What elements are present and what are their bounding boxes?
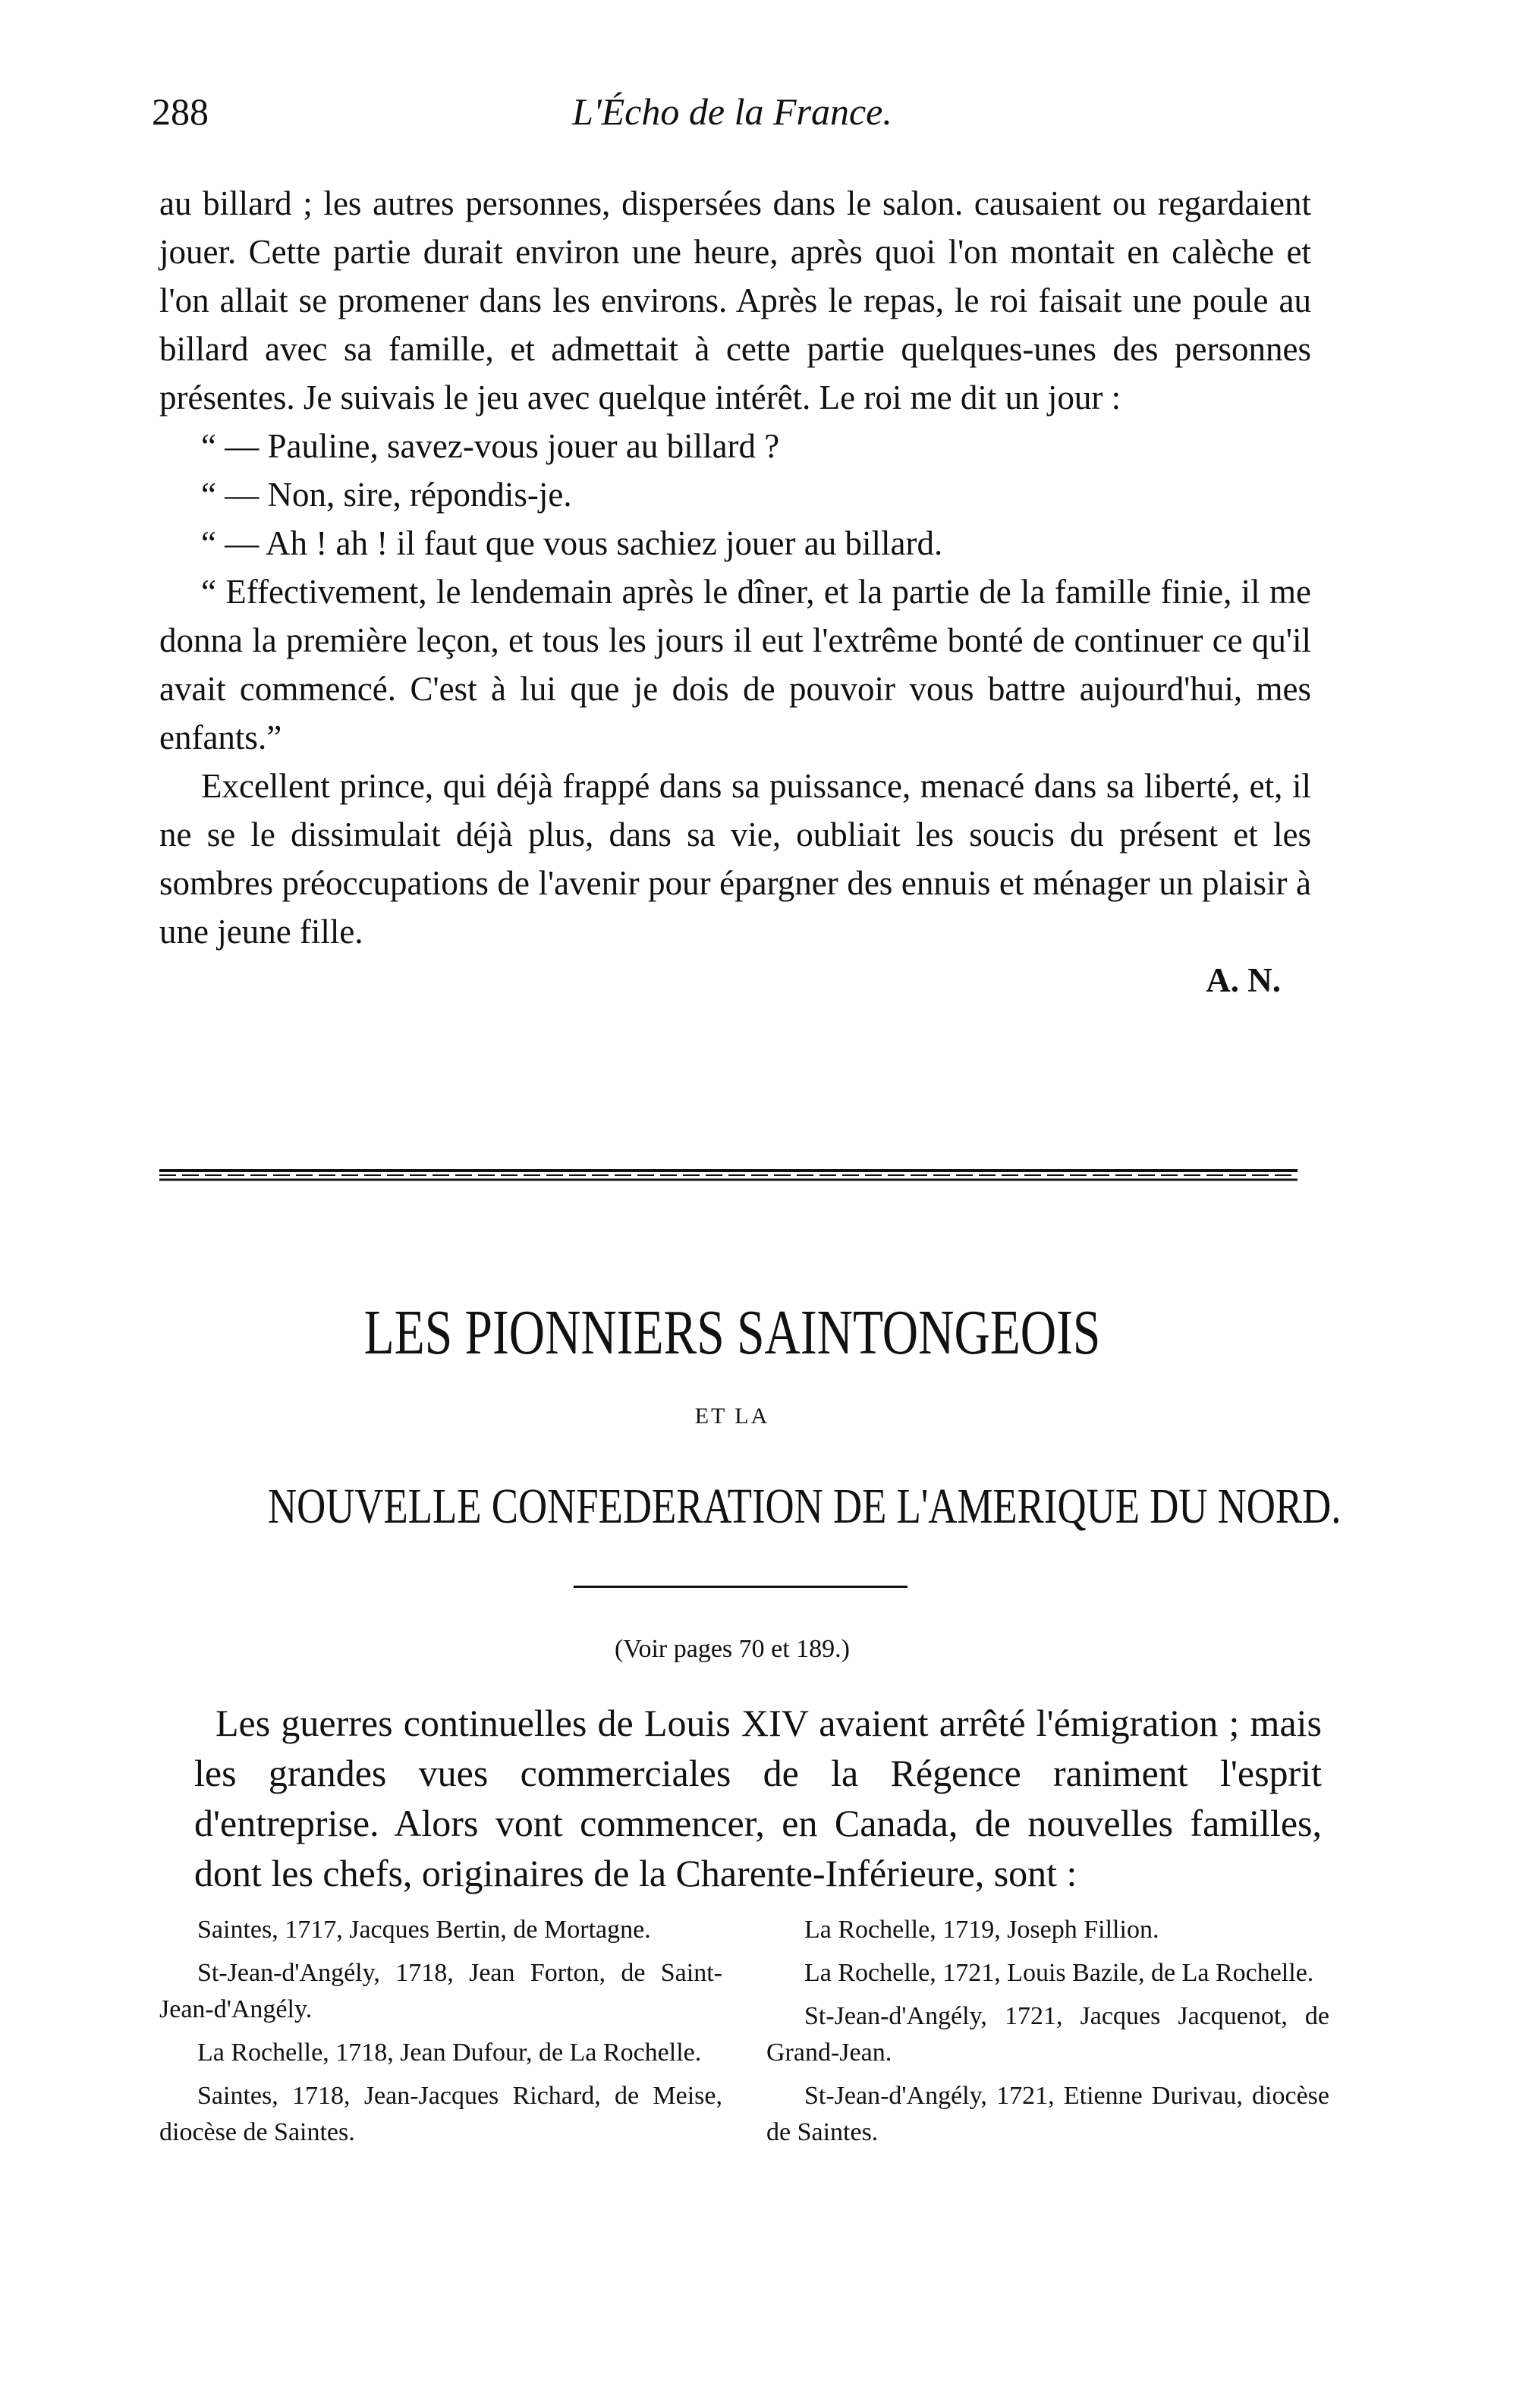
pioneer-column-right	[766, 1912, 1329, 2158]
list-item: La Rochelle, 1718, Jean Dufour, de La Rochelle.	[197, 2039, 702, 2067]
list-item: La Rochelle, 1721, Louis Bazile, de La Rochelle.	[804, 1959, 1314, 1987]
continuation-text	[159, 179, 1311, 1004]
list-item: Saintes, 1718, Jean-Jacques Richard, de Meise, diocèse de Saintes.	[159, 2082, 722, 2146]
dialogue-line: “ — Non, sire, répondis-je.	[201, 476, 572, 514]
intro-text	[194, 1698, 1322, 1898]
list-item: St-Jean-d'Angély, 1718, Jean Forton, de Saint-Jean-d'Angély.	[159, 1959, 722, 2023]
pioneer-list	[159, 1912, 1329, 2261]
list-item: La Rochelle, 1719, Joseph Fillion.	[804, 1916, 1159, 1944]
page-reference: (Voir pages 70 et 189.)	[614, 1635, 851, 1663]
article-title-connector: ET LA	[694, 1404, 770, 1429]
running-title: L'Écho de la France.	[572, 90, 892, 133]
dialogue-line: “ — Ah ! ah ! il faut que vous sachiez jouer au billard.	[201, 524, 943, 562]
paragraph: Excellent prince, qui déjà frappé dans sa puissance, menacé dans sa liberté, et, il ne se le dissimulait déjà plus, dans sa vie, oubliait les soucis du présent et les sombres préoccupations de l'avenir pour épargner des ennuis et ménager un plaisir à une jeune fille.	[159, 767, 1311, 951]
paragraph: au billard ; les autres personnes, dispersées dans le salon. causaient ou regardaient jouer. Cette partie durait environ une heure, après quoi l'on montait en calèche et l'on allait se promener dans les environs. Après le repas, le roi faisait une poule au billard avec sa famille, et admettait à cette partie quelques-unes des personnes présentes. Je suivais le jeu avec quelque intérêt. Le roi me dit un jour :	[159, 184, 1311, 417]
article-title: LES PIONNIERS SAINTONGEOIS	[363, 1297, 1101, 1368]
list-item: Saintes, 1717, Jacques Bertin, de Mortagne.	[197, 1916, 651, 1944]
ornamental-rule	[159, 1165, 1298, 1188]
paragraph: “ Effectivement, le lendemain après le dîner, et la partie de la famille finie, il me donna la première leçon, et tous les jours il eut l'extrême bonté de continuer ce qu'il avait commencé. C'est à lui que je dois de pouvoir vous battre aujourd'hui, mes enfants.”	[159, 573, 1311, 756]
title-rule	[574, 1586, 907, 1588]
page-number: 288	[152, 90, 209, 133]
author-signature: A. N.	[1206, 961, 1281, 999]
list-item: St-Jean-d'Angély, 1721, Jacques Jacquenot, de Grand-Jean.	[766, 2002, 1329, 2067]
paragraph: Les guerres continuelles de Louis XIV avaient arrêté l'émigration ; mais les grandes vues commerciales de la Régence raniment l'esprit d'entreprise. Alors vont commencer, en Canada, de nouvelles familles, dont les chefs, originaires de la Charente-Inférieure, sont :	[194, 1702, 1322, 1894]
dialogue-line: “ — Pauline, savez-vous jouer au billard ?	[201, 427, 780, 465]
pioneer-column-left	[159, 1912, 722, 2158]
article-subtitle: NOUVELLE CONFEDERATION DE L'AMERIQUE DU NORD.	[268, 1479, 1342, 1534]
running-head	[152, 90, 1313, 143]
list-item: St-Jean-d'Angély, 1721, Etienne Durivau, diocèse de Saintes.	[766, 2082, 1329, 2146]
